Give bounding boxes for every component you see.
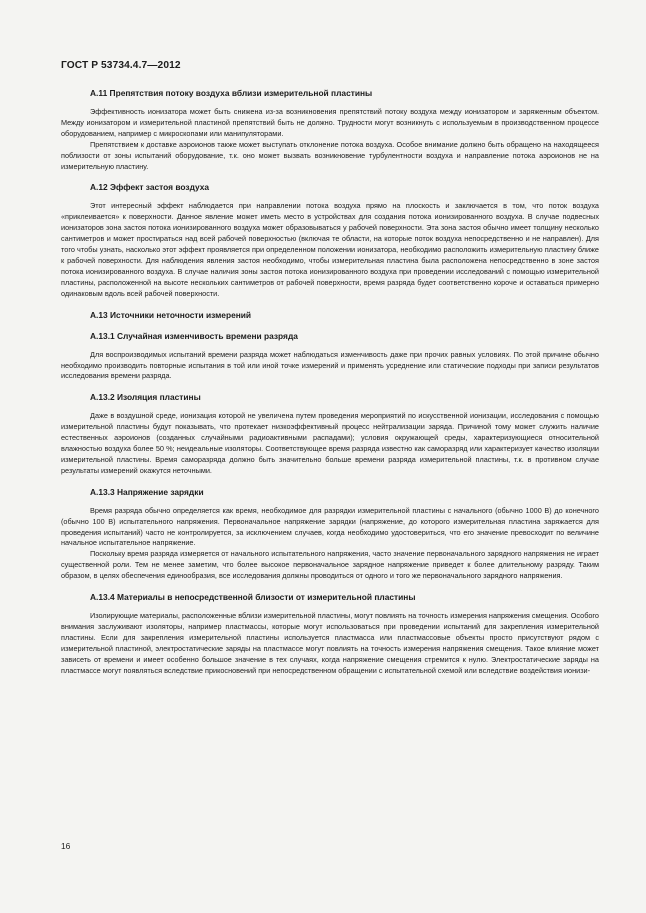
paragraph: Для воспроизводимых испытаний времени разряда может наблюдаться изменчивость даже при прочих равных условиях. По этой причине обычно необходимо производить повторные испытания в той или иной точке измерений и применять усреднение или статические подходы при записи результатов исследования времени разряда.: [61, 349, 599, 381]
section-heading-a11: А.11 Препятствия потоку воздуха вблизи измерительной пластины: [90, 88, 373, 98]
page-content: [61, 88, 599, 677]
page-number: 16: [61, 841, 71, 851]
paragraph: Изолирующие материалы, расположенные вблизи измерительной пластины, могут повлиять на точность измерения напряжения смещения. Особого внимания заслуживают изоляторы, например пластмассы, которые могут использоваться при проведении испытаний для закрепления измерительной пластины. Если для закрепления измерительной пластины используется пластмасса или пластмассовые объекты просто присутствуют рядом с измерительной пластиной, электростатические заряды на пластмассе могут повлиять на точность измерения напряжения смещения. Такое влияние может зависеть от времени и имеет особенно большое значение в тех случаях, когда напряжение смещения стремится к нулю. Электростатические заряды на пластмассе могут появляться вследствие прикосновений при непосредственном обращении с испытательной схемой или вследствие воздействия ионизи-: [61, 611, 599, 675]
paragraph: Эффективность ионизатора может быть снижена из-за возникновения препятствий потоку воздуха между ионизатором и заряженным объектом. Между ионизатором и измерительной пластиной препятствий быть не должно. Трудности могут возникнуть с используемым в производственном процессе оборудованием, например с микроскопами или манипуляторами.: [61, 107, 599, 138]
paragraph: Этот интересный эффект наблюдается при направлении потока воздуха прямо на плоскость и заключается в том, что поток воздуха «приклеивается» к поверхности. Данное явление может иметь место в устройствах для создания потока ионизированного воздуха. В случае подвесных ионизаторов зона застоя потока ионизированного воздуха может образовываться у рабочей поверхности. Эта зона застоя обычно имеет толщину несколько сантиметров и может простираться над всей рабочей поверхностью (включая те области, на которые поток воздуха непосредственно и не направлен). Для того чтобы узнать, насколько этот эффект проявляется при определенном положении ионизатора, необходимо расположить измерительную пластину ближе к рабочей поверхности. Для наблюдения явления застоя необходимо, чтобы измерительная пластина была расположена непосредственно в зоне застоя потока ионизированного воздуха. В случае наличия зоны застоя потока ионизированного воздуха при проведении исследований с помощью измерительной пластины, расположенной на высоте нескольких сантиметров от рабочей поверхности, время разряда будет соответственно короче и оставаться примерно одинаковым вдоль всей рабочей поверхности.: [61, 201, 599, 298]
paragraph: Поскольку время разряда измеряется от начального испытательного напряжения, часто значение первоначального зарядного напряжения не играет существенной роли. Тем не менее заметим, что более высокое первоначальное зарядное напряжение приведет к более длительному разряду. Таким образом, в целях обеспечения единообразия, все исследования должны проводиться от одного и того же первоначального зарядного напряжения.: [61, 549, 599, 581]
paragraph: Время разряда обычно определяется как время, необходимое для разрядки измерительной пластины с начального (обычно 1000 В) до конечного (обычно 100 В) испытательного напряжения. Первоначальное напряжение зарядки (напряжение, до которого измерительная пластина заряжается для проведения испытаний) часто не контролируется, за исключением случаев, когда необходимо удостовериться, что его значение превосходит по величине начальное испытательное напряжение.: [61, 505, 599, 548]
paragraph: Даже в воздушной среде, ионизация которой не увеличена путем проведения мероприятий по искусственной ионизации, исследования с помощью измерительной пластины будут показывать, что протекает низкоэффективный процесс нейтрализации заряда. Причиной тому может служить наличие естественных аэроионов (созданных случайными радиоактивными распадами); условия окружающей среды, характеризующиеся относительной влажностью воздуха более 50 %; неидеальные изоляторы. Соответствующее время разряда известно как саморазряд или характеризует качество изоляции измерительной пластины. Время саморазряда должно быть значительно больше времени разряда измерительной пластины, т.к. в противном случае результаты измерений окажутся неточными.: [61, 411, 599, 475]
standard-header: ГОСТ Р 53734.4.7—2012: [61, 60, 181, 71]
section-heading-a132: А.13.2 Изоляция пластины: [90, 392, 201, 403]
section-heading-a13: А.13 Источники неточности измерений: [90, 309, 252, 320]
section-heading-a134: А.13.4 Материалы в непосредственной близости от измерительной пластины: [90, 592, 416, 603]
paragraph: Препятствием к доставке аэроионов также может выступать отклонение потока воздуха. Особое внимание должно быть обращено на находящееся поблизости от зоны испытаний оборудование, т.к. оно может вызвать возникновение турбулентности воздуха и направление потока аэроионов не на измерительную пластину.: [61, 139, 599, 171]
section-heading-a133: А.13.3 Напряжение зарядки: [90, 486, 204, 497]
section-heading-a131: А.13.1 Случайная изменчивость времени разряда: [90, 330, 298, 341]
section-heading-a12: А.12 Эффект застоя воздуха: [90, 182, 210, 193]
